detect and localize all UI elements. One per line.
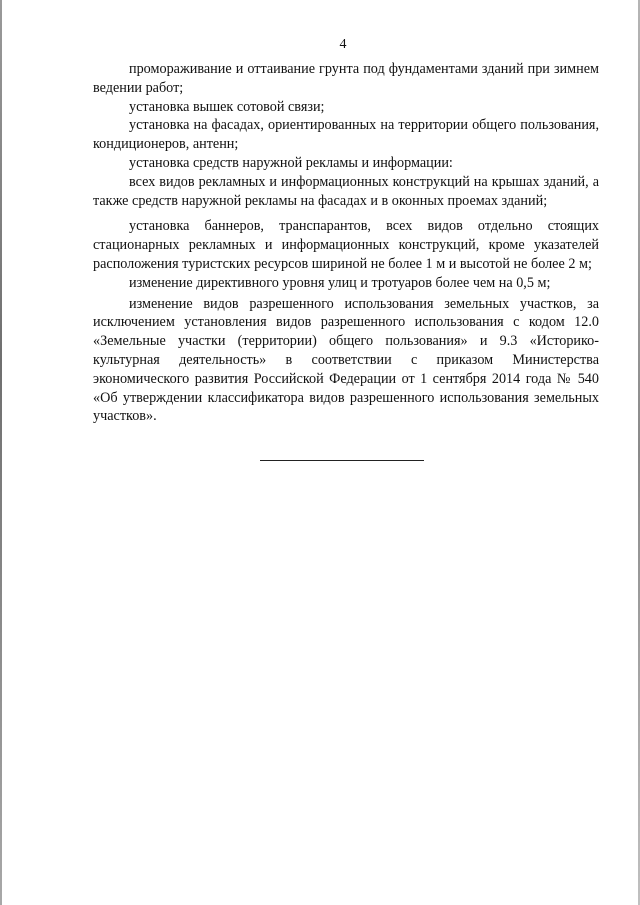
paragraph-advertising-roofs: всех видов рекламных и информационных конструкций на крышах зданий, а также средств наружной рекламы на фасадах и в оконных проемах зданий; [93, 173, 599, 209]
page-number: 4 [339, 37, 347, 52]
paragraph-banners: установка баннеров, транспарантов, всех видов отдельно стоящих стационарных рекламных и информационных конструкций, кроме указателей расположения туристских ресурсов шириной не более 1 м и высотой не более 2 м; [93, 218, 599, 272]
paragraph-facade-equipment: установка на фасадах, ориентированных на территории общего пользования, кондиционеров, антенн; [93, 117, 599, 153]
paragraph-advertising-heading: установка средств наружной рекламы и информации: [129, 154, 453, 171]
paragraph-street-level: изменение директивного уровня улиц и тротуаров более чем на 0,5 м; [129, 274, 551, 291]
paragraph-land-use: изменение видов разрешенного использования земельных участков, за исключением установления видов разрешенного использования с кодом 12.0 «Земельные участки (территории) общего пользования» и 9.3 «Историко-культурная деятельность» в соответствии с приказом Министерства экономического развития Российской Федерации от 1 сентября 2014 года № 540 «Об утверждении классификатора видов разрешенного использования земельных участков». [93, 295, 599, 425]
end-separator-line [260, 460, 424, 461]
scan-edge-left [0, 0, 2, 905]
paragraph-freezing: промораживание и оттаивание грунта под фундаментами зданий при зимнем ведении работ; [93, 61, 599, 96]
document-body [93, 60, 599, 426]
paragraph-cell-towers: установка вышек сотовой связи; [129, 98, 325, 115]
